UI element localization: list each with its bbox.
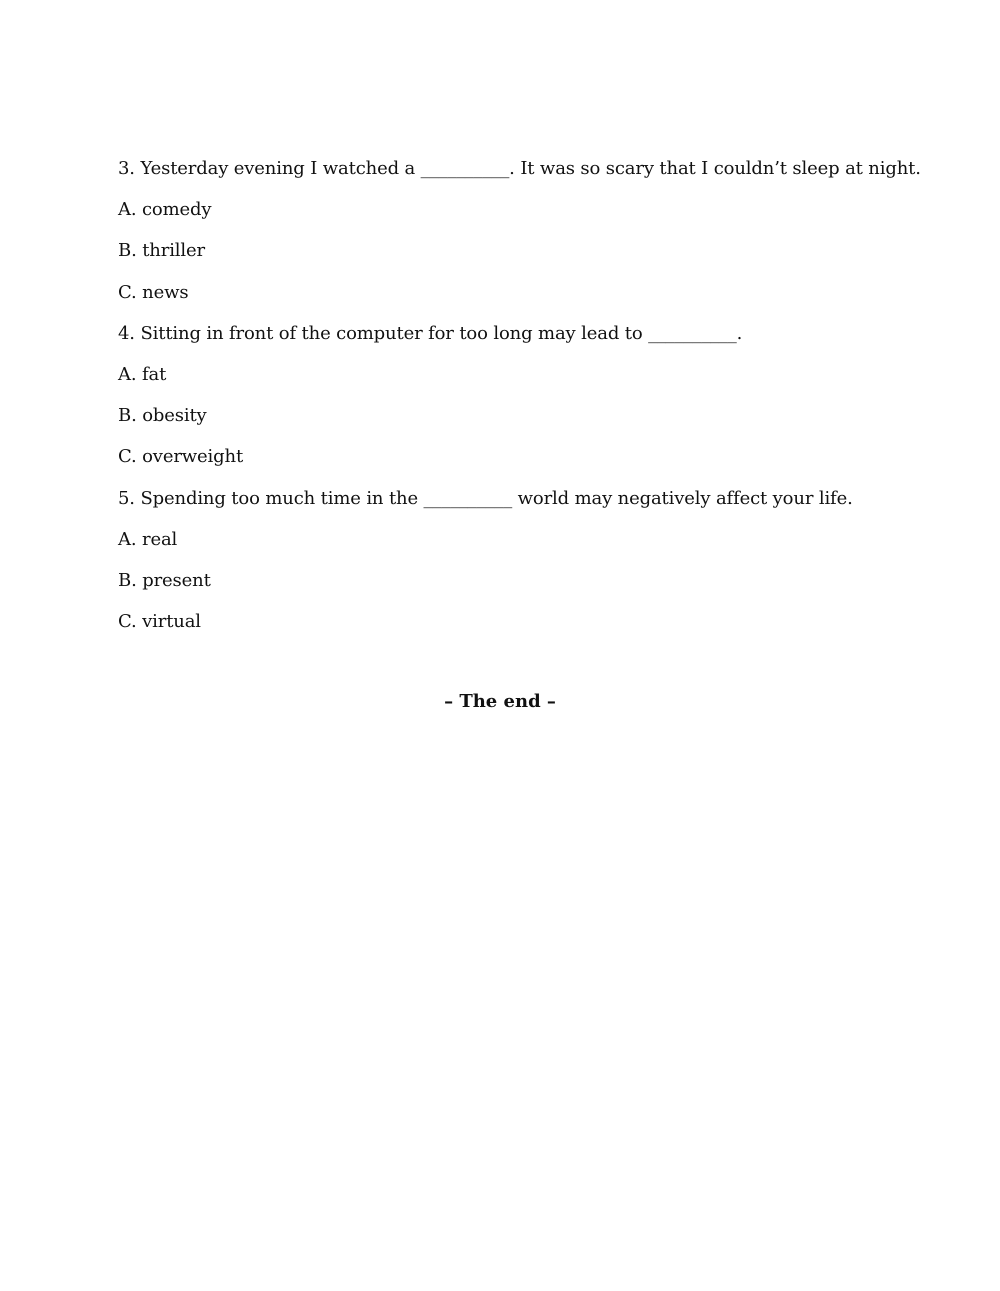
question-3-option-c: C. news (118, 281, 189, 303)
question-5-option-c: C. virtual (118, 611, 201, 633)
question-4-option-c: C. overweight (118, 446, 244, 468)
question-5-option-a: A. real (118, 528, 178, 550)
question-5: 5. Spending too much time in the __________ world may negatively affect your life. (118, 487, 853, 509)
question-5-option-b: B. present (118, 569, 211, 591)
the-end-label: – The end – (444, 691, 556, 712)
question-3-option-b: B. thriller (118, 240, 205, 262)
question-4: 4. Sitting in front of the computer for too long may lead to __________. (118, 322, 743, 344)
question-3: 3. Yesterday evening I watched a __________. It was so scary that I couldn’t sleep at night. (118, 158, 921, 179)
question-4-option-a: A. fat (118, 363, 167, 385)
question-list (118, 158, 921, 652)
question-4-option-b: B. obesity (118, 405, 207, 427)
question-3-option-a: A. comedy (118, 199, 212, 221)
